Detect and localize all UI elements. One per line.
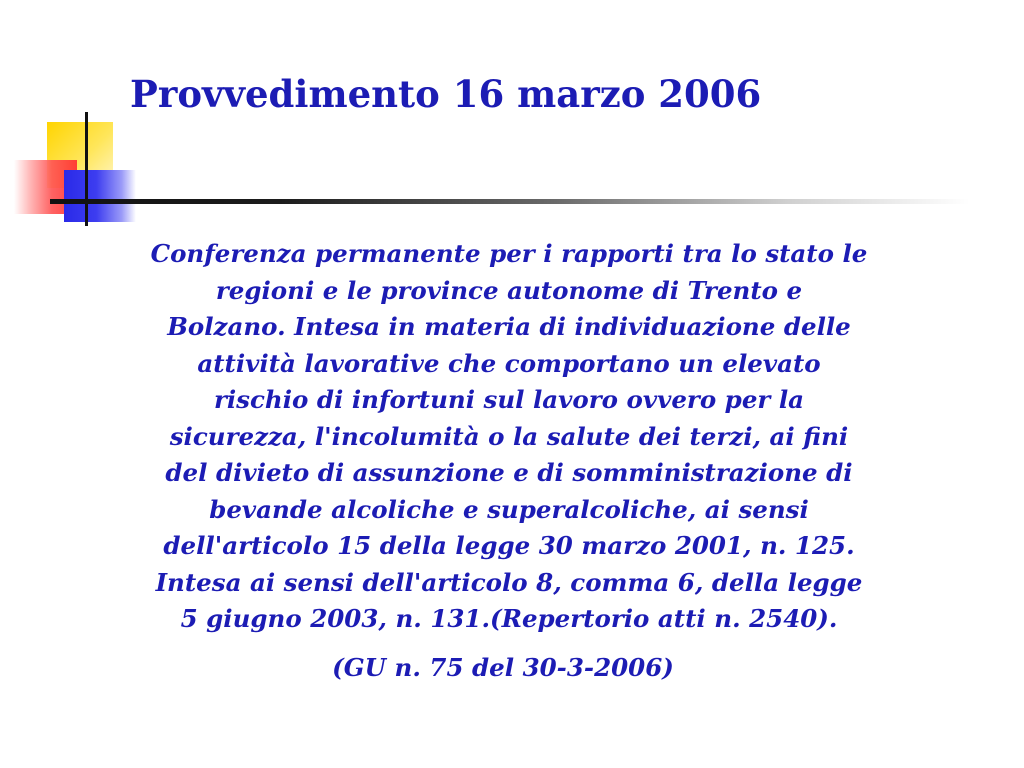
slide-body [36,236,982,638]
body-line: Intesa ai sensi dell'articolo 8, comma 6, della legge [155,567,863,597]
body-line: Bolzano. Intesa in materia di individuazione delle [167,312,851,341]
gazette-reference: (GU n. 75 del 30-3-2006) [332,653,674,682]
body-line: rischio di infortuni sul lavoro ovvero per la [213,385,805,414]
vertical-divider-line [85,112,88,226]
body-line: regioni e le province autonome di Trento e [215,275,803,305]
body-line: dell'articolo 15 della legge 30 marzo 2001, n. 125. [163,531,855,560]
body-line: 5 giugno 2003, n. 131.(Repertorio atti n. 2540). [180,604,838,633]
blue-square-decoration [64,170,136,222]
body-line: bevande alcoliche e superalcoliche, ai sensi [209,494,809,524]
body-line: del divieto di assunzione e di somministrazione di [165,458,853,487]
body-line: sicurezza, l'incolumità o la salute dei terzi, ai fini [169,421,849,451]
body-line: attività lavorative che comportano un elevato [197,348,821,378]
body-line: Conferenza permanente per i rapporti tra lo stato le [150,239,868,268]
slide-title: Provvedimento 16 marzo 2006 [130,72,762,116]
title-underline [50,199,970,204]
